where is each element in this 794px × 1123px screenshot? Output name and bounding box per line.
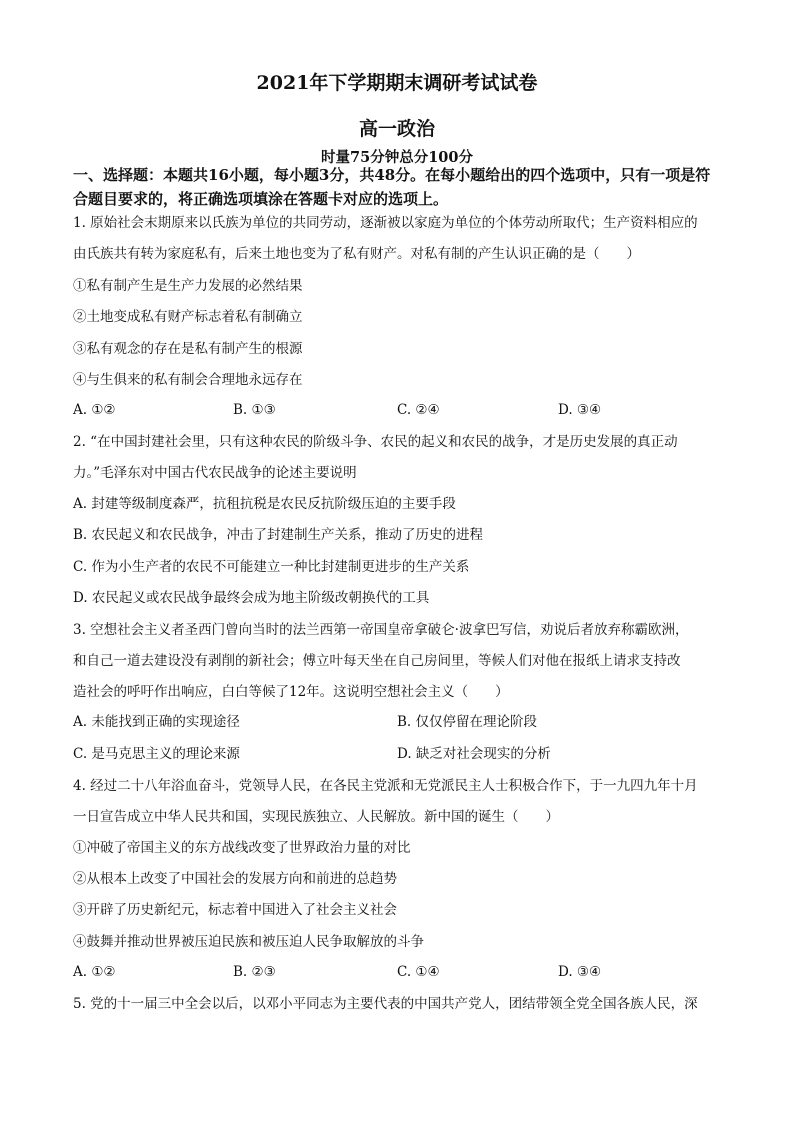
q3-option-b: B. 仅仅停留在理论阶段 bbox=[397, 714, 538, 730]
q4-stem-line1: 4. 经过二十八年浴血奋斗，党领导人民，在各民主党派和无党派民主人士积极合作下，于一九四九年十月 bbox=[73, 778, 698, 794]
q4-option-b: B. ②③ bbox=[233, 964, 276, 980]
q3-stem-line3: 造社会的呼吁作出响应，白白等候了12年。这说明空想社会主义（ ） bbox=[73, 684, 509, 700]
q1-statement-1: ①私有制产生是生产力发展的必然结果 bbox=[73, 278, 303, 294]
q2-stem-line2: 力。”毛泽东对中国古代农民战争的论述主要说明 bbox=[73, 465, 357, 481]
time-score-line: 时量75分钟总分100分 bbox=[321, 149, 473, 166]
q1-option-c: C. ②④ bbox=[397, 402, 440, 418]
q2-stem-line1: 2. “在中国封建社会里，只有这种农民的阶级斗争、农民的起义和农民的战争，才是历史发展的真正动 bbox=[73, 434, 678, 450]
q4-option-a: A. ①② bbox=[73, 964, 116, 980]
q1-statement-2: ②土地变成私有财产标志着私有制确立 bbox=[73, 309, 303, 325]
q3-option-d: D. 缺乏对社会现实的分析 bbox=[397, 746, 551, 762]
section-instructions: 一、选择题：本题共16小题，每小题3分，共48分。在每小题给出的四个选项中，只有一项是符合题目要求的，将正确选项填涂在答题卡对应的选项上。 bbox=[73, 166, 711, 208]
q1-statement-3: ③私有观念的存在是私有制产生的根源 bbox=[73, 341, 303, 357]
q1-option-b: B. ①③ bbox=[233, 402, 276, 418]
q4-option-c: C. ①④ bbox=[397, 964, 440, 980]
q1-stem-line2: 由氏族共有转为家庭私有，后来土地也变为了私有财产。对私有制的产生认识正确的是（ ） bbox=[73, 246, 640, 262]
q1-statement-4: ④与生俱来的私有制会合理地永远存在 bbox=[73, 372, 303, 388]
q1-option-d: D. ③④ bbox=[558, 402, 602, 418]
q2-option-d: D. 农民起义或农民战争最终会成为地主阶级改朝换代的工具 bbox=[73, 590, 430, 606]
q4-statement-1: ①冲破了帝国主义的东方战线改变了世界政治力量的对比 bbox=[73, 840, 411, 856]
q2-option-b: B. 农民起义和农民战争，冲击了封建制生产关系，推动了历史的进程 bbox=[73, 527, 484, 543]
q4-statement-2: ②从根本上改变了中国社会的发展方向和前进的总趋势 bbox=[73, 871, 397, 887]
q2-option-a: A. 封建等级制度森严，抗租抗税是农民反抗阶级压迫的主要手段 bbox=[73, 496, 456, 512]
q2-option-c: C. 作为小生产者的农民不可能建立一种比封建制更进步的生产关系 bbox=[73, 559, 470, 575]
q4-statement-3: ③开辟了历史新纪元，标志着中国进入了社会主义社会 bbox=[73, 902, 397, 918]
q1-option-a: A. ①② bbox=[73, 402, 116, 418]
q4-statement-4: ④鼓舞并推动世界被压迫民族和被压迫人民争取解放的斗争 bbox=[73, 934, 424, 950]
q3-option-a: A. 未能找到正确的实现途径 bbox=[73, 714, 240, 730]
q1-stem-line1: 1. 原始社会末期原来以氏族为单位的共同劳动，逐渐被以家庭为单位的个体劳动所取代；生产资料相应的 bbox=[73, 215, 698, 231]
exam-title: 2021年下学期期末调研考试试卷 bbox=[256, 72, 538, 94]
q4-option-d: D. ③④ bbox=[558, 964, 602, 980]
q3-stem-line1: 3. 空想社会主义者圣西门曾向当时的法兰西第一帝国皇帝拿破仑·波拿巴写信，劝说后者放弃称霸欧洲， bbox=[73, 622, 689, 638]
q5-stem-line1: 5. 党的十一届三中全会以后，以邓小平同志为主要代表的中国共产党人，团结带领全党全国各族人民，深 bbox=[73, 996, 698, 1012]
q3-option-c: C. 是马克思主义的理论来源 bbox=[73, 746, 240, 762]
q3-stem-line2: 和自己一道去建设没有剥削的新社会；傅立叶每天坐在自己房间里，等候人们对他在报纸上请求支持改 bbox=[73, 653, 681, 669]
q4-stem-line2: 一日宣告成立中华人民共和国，实现民族独立、人民解放。新中国的诞生（ ） bbox=[73, 809, 559, 825]
subject-title: 高一政治 bbox=[358, 118, 435, 140]
